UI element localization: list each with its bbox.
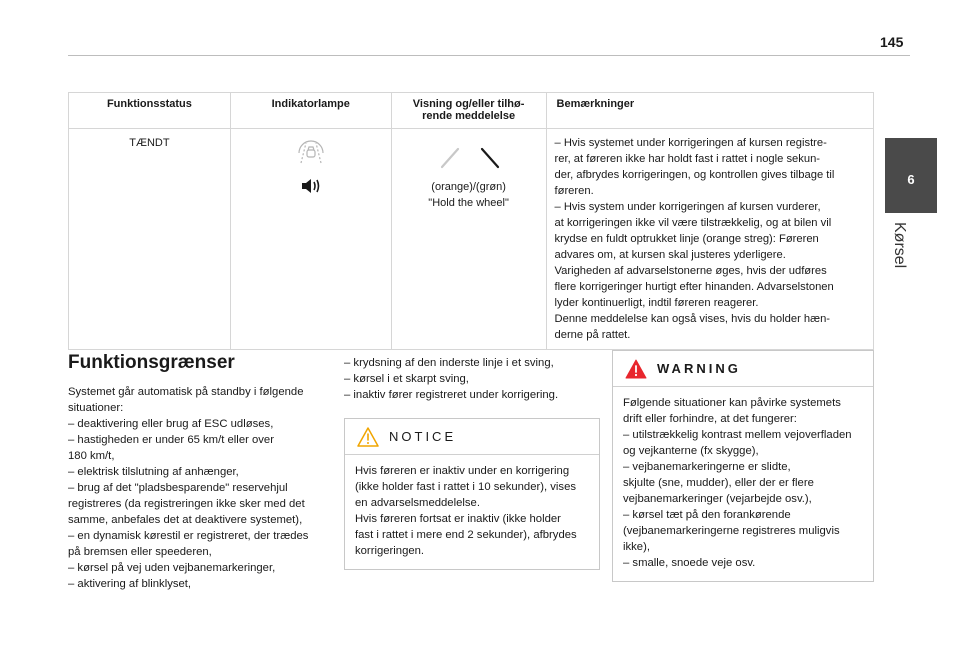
warning-section [612, 350, 874, 582]
limits-line: – kørsel i et skarpt sving, [344, 373, 469, 385]
limits-line: – krydsning af den inderste linje i et sving, [344, 357, 554, 369]
limits-text [68, 384, 330, 592]
header-lamp: Indikatorlampe [230, 93, 391, 129]
top-divider [68, 55, 910, 56]
limits-section [68, 352, 330, 592]
limits-line: – brug af det "pladsbesparende" reservehjul [68, 482, 288, 494]
remark-line: – Hvis systemet under korrigeringen af kursen registre- [554, 137, 827, 149]
limits-line: samme, anbefales det at deaktivere systemet), [68, 514, 303, 526]
notice-header [345, 419, 599, 455]
remark-line: Varigheden af advarselstonerne øges, hvis der udføres [554, 265, 827, 277]
remark-line: Denne meddelelse kan også vises, hvis du holder hæn- [554, 313, 831, 325]
remark-line: lyder kontinuerligt, indtil føreren reagerer. [554, 297, 759, 309]
notice-line: Hvis føreren fortsat er inaktiv (ikke holder [355, 513, 561, 525]
status-cell: TÆNDT [69, 129, 231, 350]
chapter-title [890, 222, 912, 282]
warning-line: ikke), [623, 541, 650, 553]
limits-line: 180 km/t, [68, 450, 115, 462]
remark-line: at korrigeringen ikke vil være tilstrækkelig, og at bilen vil [554, 217, 832, 229]
function-table [68, 92, 874, 350]
limits-line: – aktivering af blinklyset, [68, 578, 192, 590]
warning-label: WARNING [657, 361, 741, 376]
header-status: Funktionsstatus [69, 93, 231, 129]
limits-continued-text [344, 355, 600, 403]
remark-line: – Hvis system under korrigeringen af kursen vurderer, [554, 201, 821, 213]
warning-header [613, 351, 873, 387]
notice-box [344, 418, 600, 570]
notice-line: (ikke holder fast i rattet i 10 sekunder), vises [355, 481, 577, 493]
notice-line: fast i rattet i mere end 2 sekunder), afbrydes [355, 529, 577, 541]
warning-line: – vejbanemarkeringerne er slidte, [623, 461, 791, 473]
remark-line: rer, at føreren ikke har holdt fast i rattet i nogle sekun- [554, 153, 821, 165]
lane-lines-icon [434, 145, 504, 169]
page-number: 145 [880, 34, 904, 50]
warning-line: Følgende situationer kan påvirke systemets [623, 397, 841, 409]
warning-box [612, 350, 874, 582]
table-row [69, 129, 874, 350]
remark-line: føreren. [554, 185, 594, 197]
warning-line: skjulte (sne, mudder), eller der er flere [623, 477, 814, 489]
limits-line: – kørsel på vej uden vejbanemarkeringer, [68, 562, 276, 574]
display-colors: (orange)/(grøn) [431, 181, 506, 193]
chapter-tab[interactable]: 6 [885, 138, 937, 213]
limits-line: – deaktivering eller brug af ESC udløses, [68, 418, 274, 430]
limits-line: på bremsen eller speederen, [68, 546, 212, 558]
speaker-sound-icon [300, 177, 322, 195]
display-cell [391, 129, 546, 350]
notice-triangle-icon [357, 427, 379, 447]
warning-triangle-icon [625, 359, 647, 379]
remark-line: der, afbrydes korrigeringen, og kontrollen gives tilbage til [554, 169, 835, 181]
notice-line: korrigeringen. [355, 545, 425, 557]
lamp-cell [230, 129, 391, 350]
warning-line: drift eller forhindre, at det fungerer: [623, 413, 797, 425]
warning-line: – kørsel tæt på den forankørende [623, 509, 791, 521]
limits-line: – en dynamisk kørestil er registreret, der trædes [68, 530, 309, 542]
remark-line: derne på rattet. [554, 329, 631, 341]
warning-body [613, 387, 873, 581]
header-display [391, 93, 546, 129]
warning-line: – utilstrækkelig kontrast mellem vejoverfladen [623, 429, 852, 441]
table-header-row [69, 93, 874, 129]
warning-line: – smalle, snoede veje osv. [623, 557, 756, 569]
lane-keeping-lamp-icon [297, 139, 325, 165]
notice-line: en advarselsmeddelelse. [355, 497, 480, 509]
notice-label: NOTICE [389, 429, 457, 444]
remark-line: flere korrigeringer hurtigt efter hinanden. Advarselstonen [554, 281, 834, 293]
chapter-title-text: Kørsel [891, 222, 908, 269]
warning-line: og vejkanterne (fx skygge), [623, 445, 759, 457]
limits-line: – hastigheden er under 65 km/t eller over [68, 434, 274, 446]
limits-title: Funktionsgrænser [68, 352, 235, 373]
limits-continued [344, 355, 600, 570]
limits-line: – inaktiv fører registreret under korrigering. [344, 389, 559, 401]
limits-line: Systemet går automatisk på standby i følgende [68, 386, 304, 398]
remarks-cell [546, 129, 873, 350]
remark-line: advares om, at kursen skal justeres yderligere. [554, 249, 786, 261]
header-display-line2: rende meddelelse [422, 110, 516, 122]
limits-line: – elektrisk tilslutning af anhænger, [68, 466, 239, 478]
header-display-line1: Visning og/eller tilhø- [412, 98, 525, 110]
notice-line: Hvis føreren er inaktiv under en korrigering [355, 465, 570, 477]
limits-line: registreres (da registreringen ikke sker med det [68, 498, 305, 510]
remark-line: krydse en fuldt optrukket linje (orange streg): Føreren [554, 233, 819, 245]
display-message: "Hold the wheel" [428, 197, 509, 209]
warning-line: vejbanemarkeringer (vejarbejde osv.), [623, 493, 812, 505]
warning-line: (vejbanemarkeringerne registreres muligvis [623, 525, 840, 537]
notice-body [345, 455, 599, 569]
limits-line: situationer: [68, 402, 124, 414]
header-remarks: Bemærkninger [546, 93, 873, 129]
